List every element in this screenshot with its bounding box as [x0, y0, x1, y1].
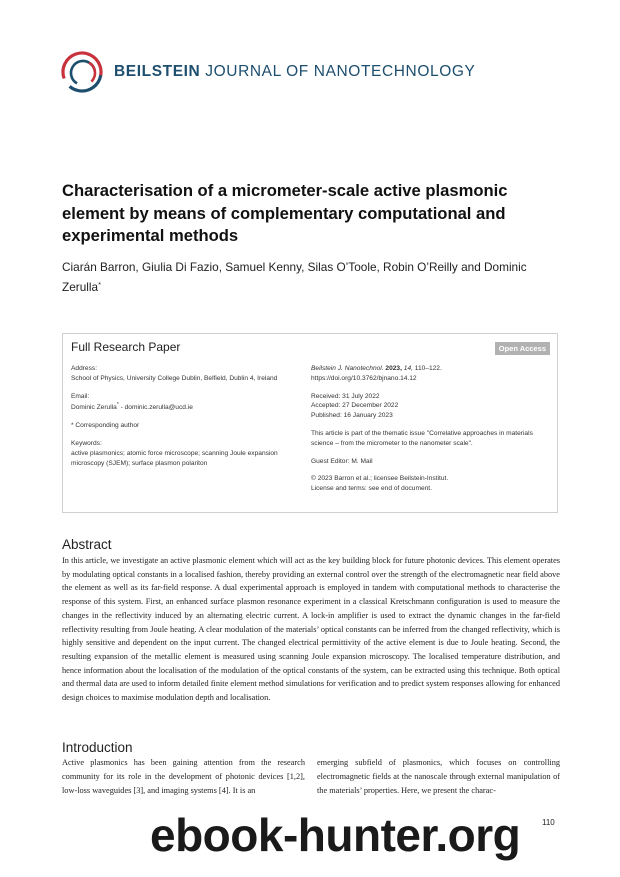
keywords-block: [71, 439, 286, 468]
citation-journal: Beilstein J. Nanotechnol.: [311, 365, 384, 372]
email-address[interactable]: dominic.zerulla@ucd.ie: [124, 404, 193, 412]
address-text: School of Physics, University College Dublin, Belfield, Dublin 4, Ireland: [71, 374, 278, 382]
watermark-text: ebook-hunter.org: [150, 809, 521, 861]
citation-pages: 110–122.: [414, 365, 442, 372]
keywords-label: Keywords:: [71, 439, 102, 447]
citation-year: 2023,: [385, 365, 402, 372]
keywords-text: active plasmonics; atomic force microscope; scanning Joule expansion microscopy (SJEM); surface plasmon polariton: [71, 449, 278, 467]
corresponding-author-note: * Corresponding author: [71, 422, 140, 430]
thematic-issue-note: This article is part of the thematic issue "Correlative approaches in materials science – from the micrometer to the nanometer scale".: [311, 429, 533, 447]
open-access-badge: Open Access: [495, 342, 550, 355]
journal-logo-icon: [60, 50, 104, 94]
abstract-text: In this article, we investigate an active plasmonic element which will act as the key building block for future photonic devices. This element operates by modulating optical constants in a localised fashion, thereby providing an external control over the strength of the electromagnetic near field above the element as well as its far-field response. A dual experimental approach is employed in tandem with computational methods to characterise the response of this system. First, an enhanced surface plasmon resonance experiment in a classical Kretschmann configuration is used to measure the changes in the reflectivity induced by an alternating electric current. A lock-in amplifier is used to extract the dynamic changes in the far-field reflectivity resulting from Joule heating. A clear modulation of the materials’ optical constants can be inferred from the changed reflectivity, which is highly sensitive and dependent on the input current. The changed electrical permittivity of the active element is due to Joule heating. Second, the resulting expansion of the metallic element is measured using scanning Joule expansion microscopy. The localised temperature distribution, and hence information about the localisation of the modulation of the optical constants of the system, can be extracted using this technique. Both optical and thermal data are used to inform detailed finite element method simulations for verification and to predict system responses allowing for enhanced design choices to maximise modulation depth and localisation.: [62, 556, 560, 703]
address-block: [71, 364, 286, 384]
license-text: License and terms: see end of document.: [311, 485, 432, 493]
journal-logo: [60, 50, 475, 94]
article-info-box: [62, 333, 558, 513]
published-date: Published: 16 January 2023: [311, 412, 393, 420]
citation-volume: 14,: [403, 365, 413, 372]
journal-name: BEILSTEIN JOURNAL OF NANOTECHNOLOGY: [114, 63, 476, 80]
page-number: 110: [542, 818, 555, 827]
address-label: Address:: [71, 365, 98, 372]
citation-block: [311, 364, 551, 384]
article-type: Full Research Paper: [71, 340, 181, 354]
email-label: Email:: [71, 392, 90, 400]
corresponding-mark: *: [98, 280, 101, 289]
guest-editor: Guest Editor: M. Mail: [311, 457, 373, 465]
license-block: [311, 474, 551, 494]
info-left-column: [71, 364, 286, 476]
author-list: Ciarán Barron, Giulia Di Fazio, Samuel Kenny, Silas O’Toole, Robin O’Reilly and Dominic Zerulla: [62, 260, 527, 294]
email-block: [71, 392, 286, 414]
info-right-column: [311, 364, 551, 494]
doi-link[interactable]: https://doi.org/10.3762/bjnano.14.12: [311, 374, 417, 382]
article-title: Characterisation of a micrometer-scale active plasmonic element by means of complementary computational and experimental methods: [62, 181, 508, 245]
introduction-heading: Introduction: [62, 740, 133, 755]
accepted-date: Accepted: 27 December 2022: [311, 402, 399, 410]
introduction-column-right: emerging subfield of plasmonics, which focuses on controlling electromagnetic fields at the nanoscale through external manipulation of the materials’ properties. Here, we present the charac-: [317, 758, 560, 796]
copyright-text: © 2023 Barron et al.; licensee Beilstein-Institut.: [311, 475, 449, 483]
article-authors: [62, 259, 562, 296]
email-separator: -: [118, 404, 125, 412]
introduction-column-left: Active plasmonics has been gaining attention from the research community for its role in the development of photonic devices [1,2], low-loss waveguides [3], and imaging systems [4]. It is an: [62, 758, 305, 796]
email-author: Dominic Zerulla: [71, 404, 117, 412]
received-date: Received: 31 July 2022: [311, 392, 380, 400]
dates-block: [311, 392, 551, 421]
email-mark: *: [116, 402, 119, 409]
abstract-heading: Abstract: [62, 537, 112, 552]
